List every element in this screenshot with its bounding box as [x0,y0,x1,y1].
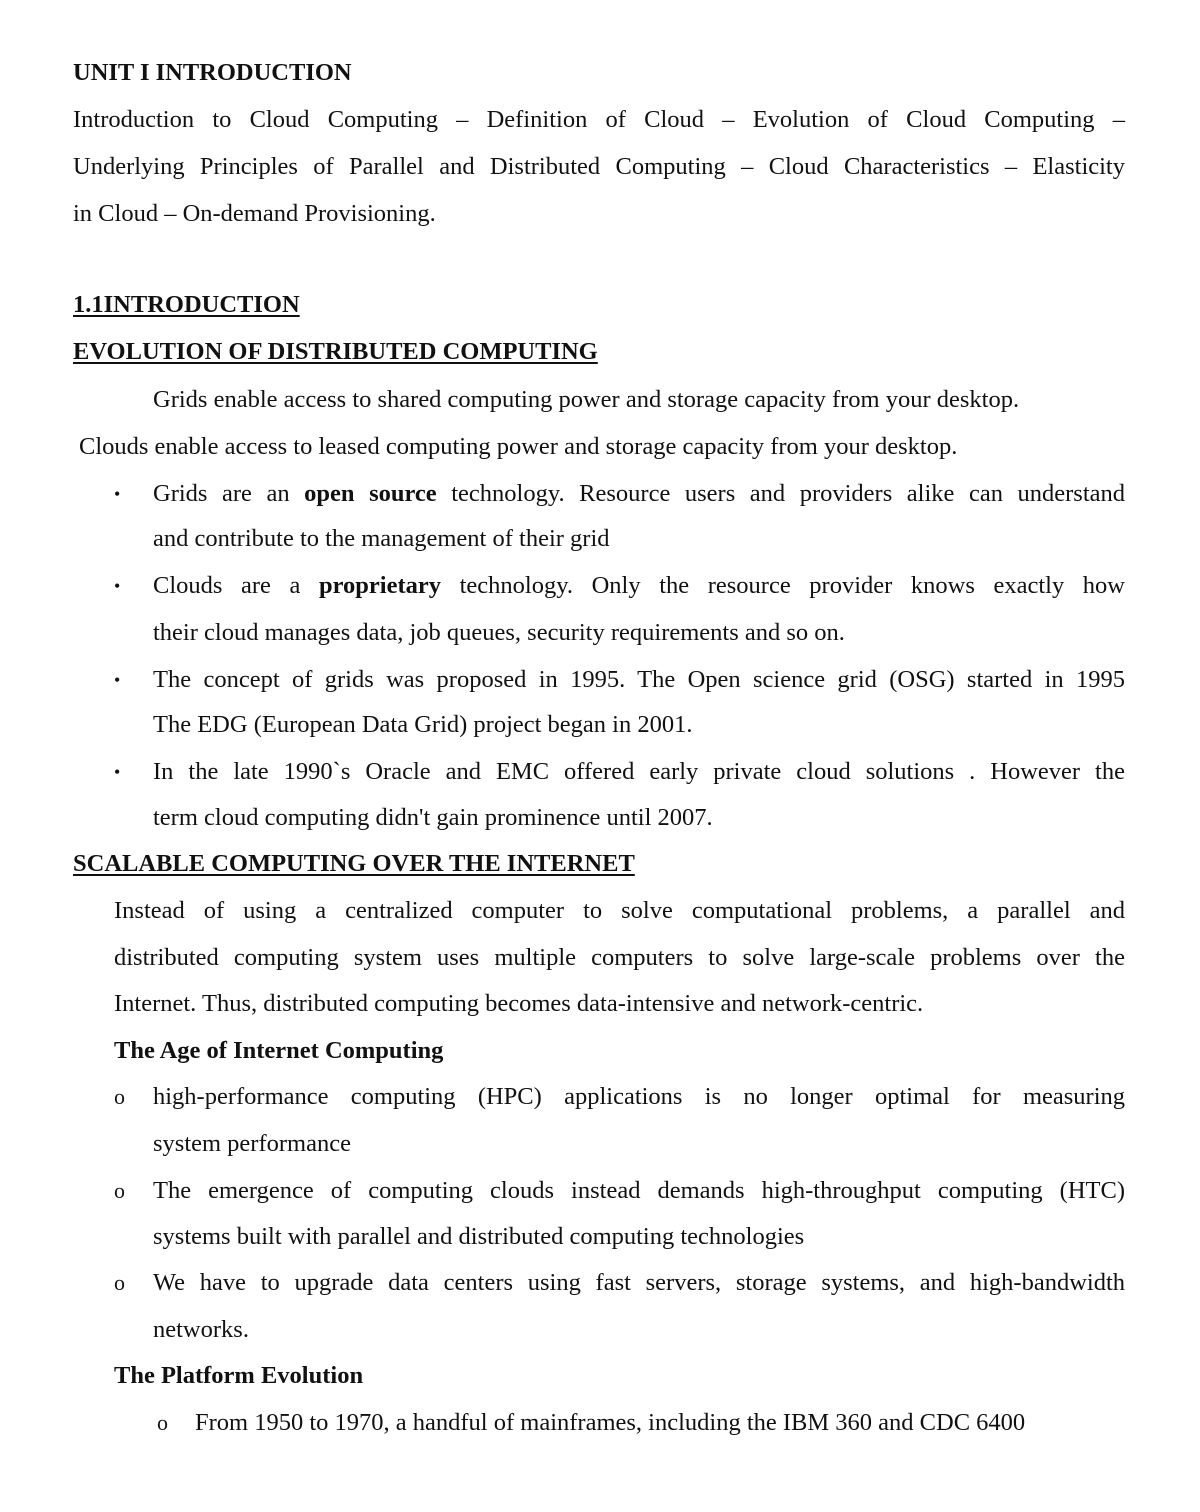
bullet-marker: • [114,762,121,782]
bullet-marker: • [114,576,121,596]
intro-line: Grids enable access to shared computing power and storage capacity from your desktop. [153,386,1020,413]
circle-marker: o [114,1084,125,1109]
bullet-continuation: term cloud computing didn't gain prominence until 2007. [153,804,713,831]
circle-marker: o [114,1178,125,1203]
bullet-continuation: and contribute to the management of their grid [153,525,610,552]
age-item: high-performance computing (HPC) applications is no longer optimal for measuring [153,1083,1125,1110]
bullet-item: The concept of grids was proposed in 1995. The Open science grid (OSG) started in 1995 [153,666,1125,693]
age-item-continuation: networks. [153,1316,249,1343]
platform-item: From 1950 to 1970, a handful of mainframes, including the IBM 360 and CDC 6400 [195,1409,1026,1436]
intro-line: Clouds enable access to leased computing power and storage capacity from your desktop. [79,433,958,460]
bullet-item [153,479,1125,509]
unit-heading: UNIT I INTRODUCTION [73,59,352,86]
scalable-para-line: Instead of using a centralized computer to solve computational problems, a parallel and [114,897,1125,924]
section-heading: 1.1INTRODUCTION [73,291,300,318]
syllabus-line: Underlying Principles of Parallel and Distributed Computing – Cloud Characteristics – Elasticity [73,153,1125,180]
age-item-continuation: systems built with parallel and distributed computing technologies [153,1223,805,1250]
age-item-continuation: system performance [153,1130,351,1157]
platform-heading: The Platform Evolution [114,1362,364,1389]
bullet-bold-term: open source [304,480,437,507]
bullet-bold-term: proprietary [319,572,442,599]
bullet-text: technology. Resource users and providers alike can understand [436,480,1126,507]
syllabus-line: Introduction to Cloud Computing – Definition of Cloud – Evolution of Cloud Computing – [73,106,1125,133]
bullet-marker: • [114,484,121,504]
bullet-text: Clouds are a [153,572,319,599]
scalable-para-line: distributed computing system uses multiple computers to solve large-scale problems over the [114,944,1125,971]
bullet-item [153,571,1125,601]
age-heading: The Age of Internet Computing [114,1037,444,1064]
circle-marker: o [114,1270,125,1295]
section-subheading: EVOLUTION OF DISTRIBUTED COMPUTING [73,338,598,365]
age-item: The emergence of computing clouds instead demands high-throughput computing (HTC) [153,1177,1125,1204]
section-heading-scalable: SCALABLE COMPUTING OVER THE INTERNET [73,850,635,877]
circle-marker: o [157,1410,168,1435]
age-item: We have to upgrade data centers using fast servers, storage systems, and high-bandwidth [153,1269,1125,1296]
bullet-continuation: The EDG (European Data Grid) project began in 2001. [153,711,693,738]
bullet-text: Grids are an [153,480,305,507]
bullet-continuation: their cloud manages data, job queues, security requirements and so on. [153,619,845,646]
syllabus-line: in Cloud – On-demand Provisioning. [73,200,436,227]
scalable-para-line: Internet. Thus, distributed computing becomes data-intensive and network-centric. [114,990,924,1017]
bullet-text: technology. Only the resource provider knows exactly how [441,572,1125,599]
bullet-marker: • [114,670,121,690]
bullet-item: In the late 1990`s Oracle and EMC offered early private cloud solutions . However the [153,758,1125,785]
